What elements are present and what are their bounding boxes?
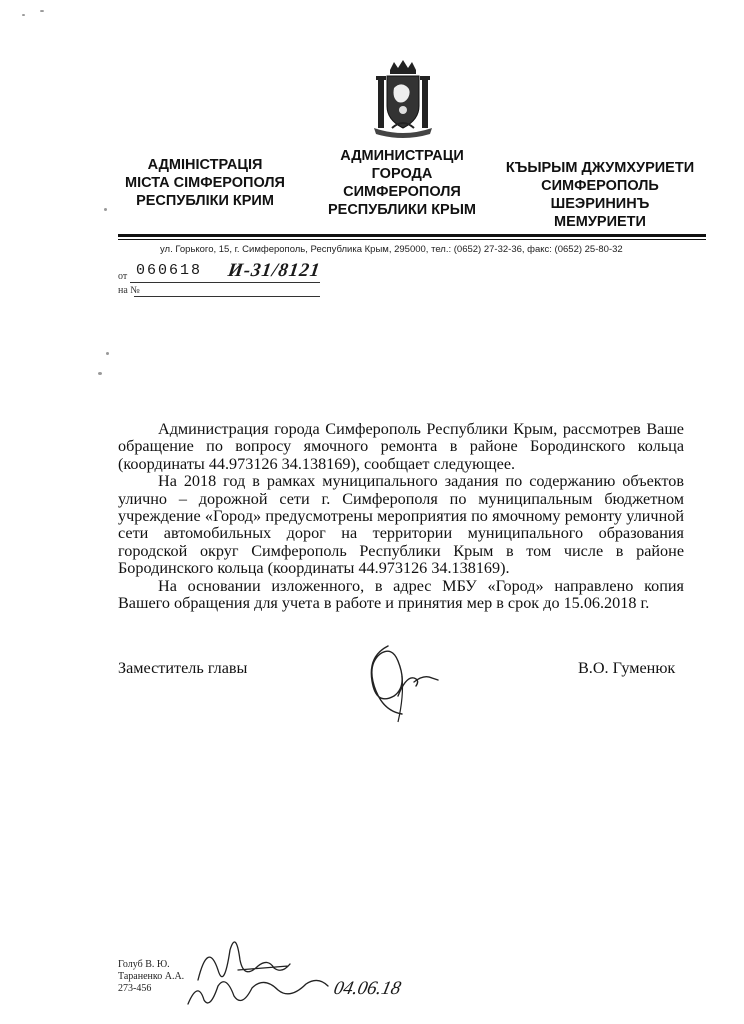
header-crimean-tatar-line: ШЕЭРИНИНЪ [550,196,650,212]
scan-speck [106,352,109,355]
organization-address: ул. Горького, 15, г. Симферополь, Республика Крым, 295000, тел.: (0652) 27-32-36, факс: (0652) 25-80-32 [160,244,623,255]
header-russian-line: ГОРОДА [371,166,433,182]
letter-body [118,421,684,612]
body-paragraph: На 2018 год в рамках муниципального задания по содержанию объектов улично – дорожной сети г. Симферополя по муниципальным бюджетном учреждение «Город» предусмотрены мероприятия по ямочному ремонту уличной сети автомобильных дорог на территории муниципального образования городской округ Симферополь Республики Крым в том числе в районе Бородинского кольца (координаты 44.973126 34.138169). [118,472,684,578]
header-divider-thick [118,234,706,237]
registration-number-handwritten: И-31/8121 [226,260,322,281]
header-russian-line: СИМФЕРОПОЛЯ [343,184,461,200]
header-ukrainian-line: АДМІНІСТРАЦІЯ [147,157,263,173]
executor-name: Голуб В. Ю. [118,959,170,970]
signatory-position: Заместитель главы [118,659,248,677]
coat-of-arms-icon [372,58,434,138]
header-russian-line: АДМИНИСТРАЦИ [340,148,464,164]
header-ukrainian-line: РЕСПУБЛІКИ КРИМ [136,193,274,209]
body-paragraph: На основании изложенного, в адрес МБУ «Город» направлено копия Вашего обращения для учета в работе и принятия мер в срок до 15.06.2018 г. [118,576,684,613]
scan-speck [40,10,44,12]
scan-speck [98,372,102,375]
header-russian [312,147,492,219]
registration-number-label: на № [118,285,140,296]
handwritten-date: 04.06.18 [331,978,403,999]
executor-name: Тараненко А.А. [118,971,185,982]
body-paragraph: Администрация города Симферополь Республики Крым, рассмотрев Ваше обращение по вопросу ямочного ремонта в районе Бородинского кольца (координаты 44.973126 34.138169), сообщает следующее. [118,420,684,473]
registration-from-label: от [118,271,128,282]
registration-number-line [134,296,320,297]
scan-speck [22,14,25,16]
header-crimean-tatar-line: КЪЫРЫМ ДЖУМХУРИЕТИ [505,160,695,176]
registration-date-stamp: 060618 [136,262,203,279]
header-russian-line: РЕСПУБЛИКИ КРЫМ [327,202,476,218]
header-crimean-tatar [500,159,700,231]
scan-speck [104,208,107,211]
header-crimean-tatar-line: СИМФЕРОПОЛЬ [541,178,659,194]
handwritten-signature [358,636,448,726]
header-ukrainian-line: МІСТА СІМФЕРОПОЛЯ [125,175,285,191]
registration-from-line [130,282,320,283]
header-crimean-tatar-line: МЕМУРИЕТИ [554,214,646,230]
header-ukrainian [110,156,300,210]
header-divider-thin [118,239,706,240]
executor-phone: 273-456 [118,983,152,994]
signatory-name: В.О. Гуменюк [578,659,676,677]
